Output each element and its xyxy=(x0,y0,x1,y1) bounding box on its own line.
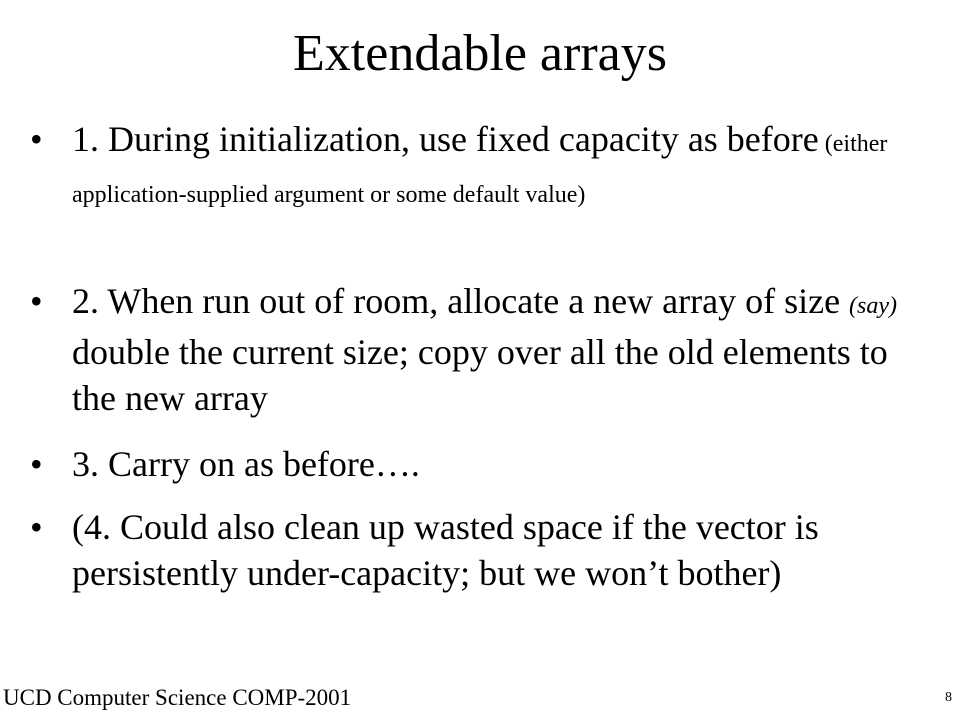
bullet-marker: • xyxy=(30,444,43,484)
bullet-text: (4. Could also clean up wasted space if the vector is persistently under-capacity; but we won’t bother) xyxy=(72,507,819,593)
bullet-item-4 xyxy=(30,504,932,596)
bullet-item-1 xyxy=(30,116,932,218)
bullet-marker: • xyxy=(30,119,43,159)
bullet-item-3 xyxy=(30,441,932,487)
page-number: 8 xyxy=(945,690,952,705)
bullet-text: 3. Carry on as before…. xyxy=(72,444,420,484)
footer-course: UCD Computer Science COMP-2001 xyxy=(3,685,352,710)
slide-title: Extendable arrays xyxy=(293,25,667,82)
bullet-text: 1. During initialization, use fixed capacity as before xyxy=(72,119,819,159)
bullet-item-2 xyxy=(30,278,932,421)
bullet-text-end: double the current size; copy over all the old elements to the new array xyxy=(72,332,888,418)
bullet-aside: (say) xyxy=(849,293,898,319)
bullet-text-start: 2. When run out of room, allocate a new array of size xyxy=(72,281,850,321)
bullet-marker: • xyxy=(30,281,43,321)
bullet-marker: • xyxy=(30,507,43,547)
bullet-note: (either application-supplied argument or some default value) xyxy=(72,131,888,208)
